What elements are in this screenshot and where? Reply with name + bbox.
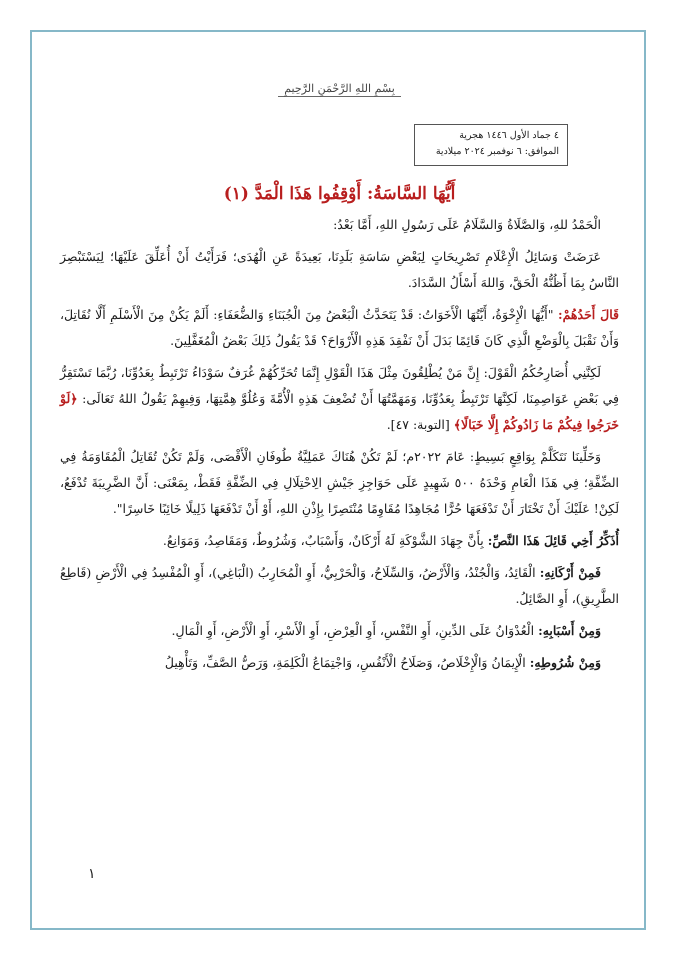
paragraph bbox=[60, 302, 619, 354]
lead-phrase: قَالَ أَحَدُهُمْ: bbox=[557, 307, 619, 322]
paragraph bbox=[60, 360, 619, 438]
lead-phrase: وَمِنْ شُرُوطِهِ: bbox=[529, 655, 601, 670]
basmala: بِسْمِ اللهِ الرَّحْمَنِ الرَّحِيمِ bbox=[0, 82, 679, 97]
date-gregorian: الموافق: ٦ نوفمبر ٢٠٢٤ ميلادية bbox=[435, 146, 559, 157]
date-hijri: ٤ جماد الأول ١٤٤٦ هجرية bbox=[459, 130, 559, 141]
lead-phrase: فَمِنْ أَرْكَانِهِ: bbox=[539, 565, 601, 580]
paragraph bbox=[60, 560, 619, 612]
paragraph-text: الْقَائِدُ، وَالْجُنْدُ، وَالْأَرْضُ، وَالسِّلَاحُ، وَالْحَرْبِيُّ، أَوِ الْمُحَارِبُ (الْبَاغِي)، أَوِ الْمُفْسِدُ فِي الْأَرْضِ (قَاطِعُ الطَّرِيقِ)، أَوِ الصَّائِلُ. bbox=[60, 565, 619, 606]
paragraph-text: "أَيُّهَا الْإِخْوَةُ، أَيَّتُهَا الْأَخَوَاتُ: قَدْ يَتَحَدَّثُ الْبَعْضُ مِنَ الْجُبَنَاءِ وَالضُّعَفَاءِ: أَلَمْ يَكُنْ مِنَ الْأَسْلَمِ أَلَّا نُقَاتِلَ، وَأَنْ نَقْبَلَ بِالْوَضْعِ الَّذِي كَانَ قَائِمًا بَدَلَ أَنْ نَفْقِدَ هَذِهِ الْأَرْوَاحَ؟ قَدْ يَقُولُ ذَلِكَ بَعْضُ الْمُغَفَّلِينَ. bbox=[60, 307, 619, 348]
paragraph bbox=[60, 528, 619, 554]
date-box bbox=[414, 124, 568, 166]
paragraph bbox=[60, 618, 619, 644]
document-body bbox=[60, 212, 619, 682]
paragraph: الْحَمْدُ للهِ، وَالصَّلَاةُ وَالسَّلَامُ عَلَى رَسُولِ اللهِ، أَمَّا بَعْدُ: bbox=[333, 217, 601, 232]
lead-phrase: وَمِنْ أَسْبَابِهِ: bbox=[538, 623, 601, 638]
page-title: أَيُّهَا السَّاسَةُ: أَوْقِفُوا هَذَا الْمَدَّ (١) bbox=[223, 184, 456, 204]
page-number: ١ bbox=[88, 866, 96, 882]
paragraph-text: الْعُدْوَانُ عَلَى الدِّينِ، أَوِ النَّفْسِ، أَوِ الْعِرْضِ، أَوِ الْأَسْرِ، أَوِ الْأَرْضِ، أَوِ الْمَالِ. bbox=[171, 623, 539, 638]
paragraph-text: الْإِيمَانُ وَالْإِخْلَاصُ، وَصَلَاحُ الْأَنْفُسِ، وَاجْتِمَاعُ الْكَلِمَةِ، وَرَصُّ الصَّفِّ، وَتَأْهِيلُ bbox=[164, 655, 530, 670]
verse-reference: [التوبة: ٤٧]. bbox=[386, 417, 454, 432]
quran-verse: ﴿لَوْ خَرَجُوا فِيكُمْ مَا زَادُوكُمْ إِلَّا خَبَالًا﴾ bbox=[60, 391, 619, 432]
paragraph: عَرَضَتْ وَسَائِلُ الْإِعْلَامِ تَصْرِيحَاتٍ لِبَعْضِ سَاسَةِ بَلَدِنَا، بَعِيدَةً عَنِ الْهُدَى؛ فَرَأَيْتُ أَنْ أُعَلِّقَ عَلَيْهَا؛ لِيَسْتَبْصِرَ النَّاسُ بِمَا أَظُنُّهُ الْحَقَّ، وَاللهَ أَسْأَلُ السَّدَادَ. bbox=[60, 249, 619, 290]
paragraph bbox=[60, 650, 619, 676]
paragraph-text: لَكِنَّنِي أُصَارِحُكُمُ الْقَوْلَ: إِنَّ مَنْ يُطْلِقُونَ مِثْلَ هَذَا الْقَوْلِ إِنَّمَا تُحَرِّكُهُمْ غُرَفٌ سَوْدَاءُ تَرْتَبِطُ بِعَدُوِّنَا، رُبَّمَا تَسْتَقِرُّ فِي بَعْضِ عَوَاصِمِنَا، لَكِنَّهَا تَرْتَبِطُ بِعَدُوِّنَا، وَمَهَمَّتُهَا أَنْ تُضْعِفَ هَذِهِ الْأُمَّةَ وَعُلُوَّ هِمَّتِهَا، وَفِيهِمْ يَقُولُ اللهُ تَعَالَى: bbox=[60, 365, 619, 406]
paragraph: وَخَلِّينَا نَتَكَلَّمْ بِوَاقِعٍ بَسِيطٍ: عَامَ ٢٠٢٢م؛ لَمْ تَكُنْ هُنَاكَ عَمَلِيَّةُ طُوفَانِ الْأَقْصَى، وَلَمْ تَكُنْ تُقَاتِلُ الْمُقَاوَمَةُ فِي الضِّفَّةِ؛ فِي هَذَا الْعَامِ وَحْدَهُ ٥٠٠ شَهِيدٍ عَلَى حَوَاجِزِ جَيْشِ الِاحْتِلَالِ فِي الضِّفَّةِ فَقَطْ، بِمَعْنَى: أَنَّ الضَّرِيبَةَ تُدْفَعُ، لَكِنْ! عَلَيْكَ أَنْ تَخْتَارَ أَنْ تَدْفَعَهَا حُرًّا مُجَاهِدًا مُقَاوِمًا مُنْتَصِرًا بِإِذْنِ اللهِ، أَوْ أَنْ تَدْفَعَهَا ذَلِيلًا خَائِبًا خَاسِرًا". bbox=[60, 449, 619, 516]
paragraph-text: بِأَنَّ جِهَادَ الشَّوْكَةِ لَهُ أَرْكَانٌ، وَأَسْبَابٌ، وَشُرُوطٌ، وَمَقَاصِدُ، وَمَوَانِعُ. bbox=[162, 533, 488, 548]
lead-phrase: أُذَكِّرُ أَخِي قَائِلَ هَذَا النَّصِّ: bbox=[487, 533, 619, 548]
